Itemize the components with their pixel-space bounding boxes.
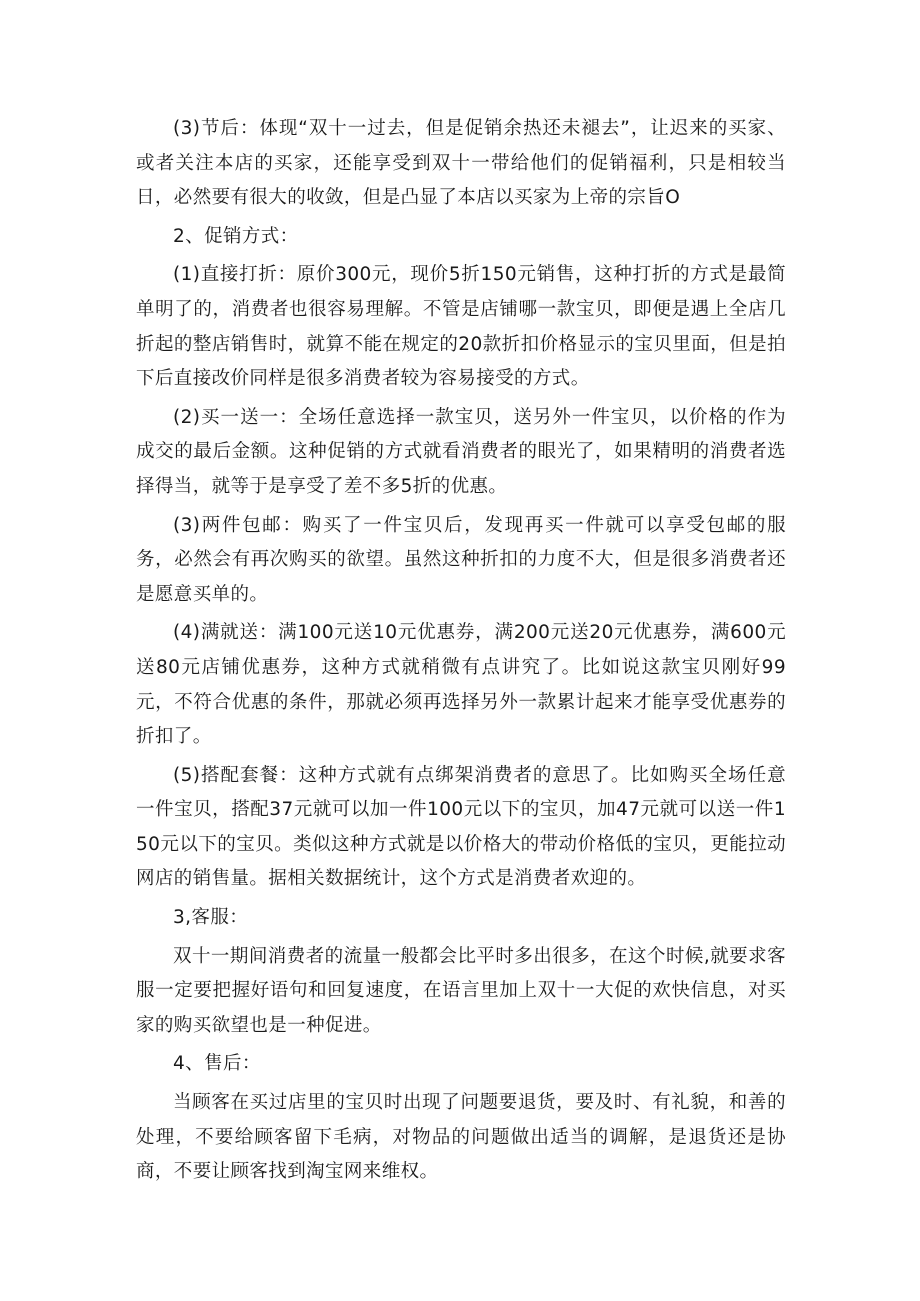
paragraph-direct-discount: (1)直接打折：原价300元，现价5折150元销售，这种打折的方式是最简单明了的，消费者也很容易理解。不管是店铺哪一款宝贝，即便是遇上全店几折起的整店销售时，就算不能在规定的20款折扣价格显示的宝贝里面，但是拍下后直接改价同样是很多消费者较为容易接受的方式。: [136, 264, 786, 390]
paragraph-customer-service: 双十一期间消费者的流量一般都会比平时多出很多，在这个时候,就要求客服一定要把握好语句和回复速度，在语言里加上双十一大促的欢快信息，对买家的购买欲望也是一种促进。: [136, 945, 786, 1036]
paragraph-bundle-package: (5)搭配套餐：这种方式就有点绑架消费者的意思了。比如购买全场任意一件宝贝，搭配37元就可以加一件100元以下的宝贝，加47元就可以送一件150元以下的宝贝。类似这种方式就是以价格大的带动价格低的宝贝，更能拉动网店的销售量。据相关数据统计，这个方式是消费者欢迎的。: [136, 764, 786, 890]
paragraph-spend-and-get: (4)满就送：满100元送10元优惠券，满200元送20元优惠券，满600元送80元店铺优惠券，这种方式就稍微有点讲究了。比如说这款宝贝刚好99元，不符合优惠的条件，那就必须再选择另外一款累计起来才能享受优惠券的折扣了。: [136, 622, 786, 748]
section-heading-promotion-methods: 2、促销方式：: [173, 225, 299, 247]
section-heading-after-sales: 4、售后：: [173, 1053, 261, 1075]
paragraph-buy-one-get-one: (2)买一送一：全场任意选择一款宝贝，送另外一件宝贝，以价格的作为成交的最后金额。这种促销的方式就看消费者的眼光了，如果精明的消费者选择得当，就等于是享受了差不多5折的优惠。: [136, 406, 786, 497]
paragraph-after-sales: 当顾客在买过店里的宝贝时出现了问题要退货，要及时、有礼貌，和善的处理，不要给顾客留下毛病，对物品的问题做出适当的调解，是退货还是协商，不要让顾客找到淘宝网来维权。: [136, 1092, 786, 1183]
document-body: [136, 112, 786, 1194]
paragraph-post-festival: (3)节后：体现“双十一过去，但是促销余热还未褪去”，让迟来的买家、或者关注本店的买家，还能享受到双十一带给他们的促销福利，只是相较当日，必然要有很大的收敛，但是凸显了本店以买家为上帝的宗旨O: [136, 118, 786, 209]
section-heading-customer-service: 3,客服：: [173, 907, 249, 929]
paragraph-two-items-free-shipping: (3)两件包邮：购买了一件宝贝后，发现再买一件就可以享受包邮的服务，必然会有再次购买的欲望。虽然这种折扣的力度不大，但是很多消费者还是愿意买单的。: [136, 514, 786, 605]
